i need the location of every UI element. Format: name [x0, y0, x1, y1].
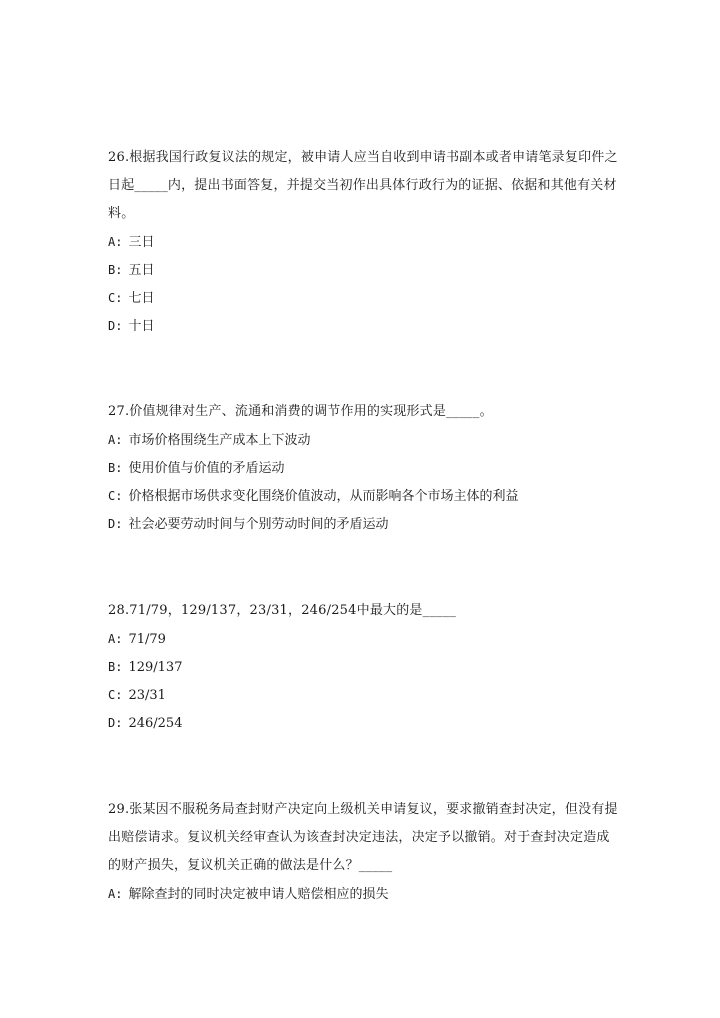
option-text: 社会必要劳动时间与个别劳动时间的矛盾运动: [128, 517, 389, 532]
option-list: [108, 228, 618, 340]
question-text: 27.价值规律对生产、流通和消费的调节作用的实现形式是_____。: [108, 404, 493, 419]
question-text: 29.张某因不服税务局查封财产决定向上级机关申请复议，要求撤销查封决定，但没有提出赔偿请求。复议机关经审查认为该查封决定违法，决定予以撤销。对于查封决定造成的财产损失，复议机关正确的做法是什么？_____: [108, 802, 618, 873]
option-key: D:: [108, 517, 123, 531]
option-key: D:: [108, 716, 123, 730]
question-28: [108, 597, 618, 737]
option-text: 23/31: [128, 688, 166, 703]
option-key: C:: [108, 688, 123, 702]
option-text: 价格根据市场供求变化围绕价值波动，从而影响各个市场主体的利益: [128, 489, 519, 504]
option-text: 三日: [128, 235, 155, 250]
option-key: A:: [108, 433, 123, 447]
option-text: 解除查封的同时决定被申请人赔偿相应的损失: [128, 887, 389, 902]
option-text: 246/254: [128, 716, 183, 731]
option-key: A:: [108, 632, 123, 646]
option-text: 五日: [128, 263, 155, 278]
question-29: [108, 796, 618, 908]
option-b: [108, 256, 618, 284]
option-key: B:: [108, 263, 123, 277]
option-text: 市场价格围绕生产成本上下波动: [128, 433, 311, 448]
option-key: C:: [108, 489, 123, 503]
option-key: B:: [108, 660, 123, 674]
option-key: B:: [108, 461, 123, 475]
option-list: [108, 880, 618, 908]
option-key: D:: [108, 319, 123, 333]
question-text: 26.根据我国行政复议法的规定，被申请人应当自收到申请书副本或者申请笔录复印件之日起_____内，提出书面答复，并提交当初作出具体行政行为的证据、依据和其他有关材料。: [108, 150, 618, 221]
option-key: A:: [108, 235, 123, 249]
option-a: [108, 426, 618, 454]
option-a: [108, 228, 618, 256]
option-b: [108, 454, 618, 482]
option-d: [108, 312, 618, 340]
option-a: [108, 625, 618, 653]
option-c: [108, 284, 618, 312]
option-list: [108, 426, 618, 538]
question-27: [108, 398, 618, 538]
question-text: 28.71/79，129/137，23/31，246/254中最大的是_____: [108, 603, 457, 618]
option-list: [108, 625, 618, 737]
option-text: 使用价值与价值的矛盾运动: [128, 461, 285, 476]
question-26: [108, 144, 618, 340]
option-key: C:: [108, 291, 123, 305]
option-b: [108, 653, 618, 681]
option-a: [108, 880, 618, 908]
option-d: [108, 709, 618, 737]
option-key: A:: [108, 887, 123, 901]
option-text: 71/79: [128, 632, 166, 647]
option-c: [108, 681, 618, 709]
option-text: 七日: [128, 291, 155, 306]
option-c: [108, 482, 618, 510]
option-text: 十日: [128, 319, 155, 334]
option-text: 129/137: [128, 660, 183, 675]
option-d: [108, 510, 618, 538]
